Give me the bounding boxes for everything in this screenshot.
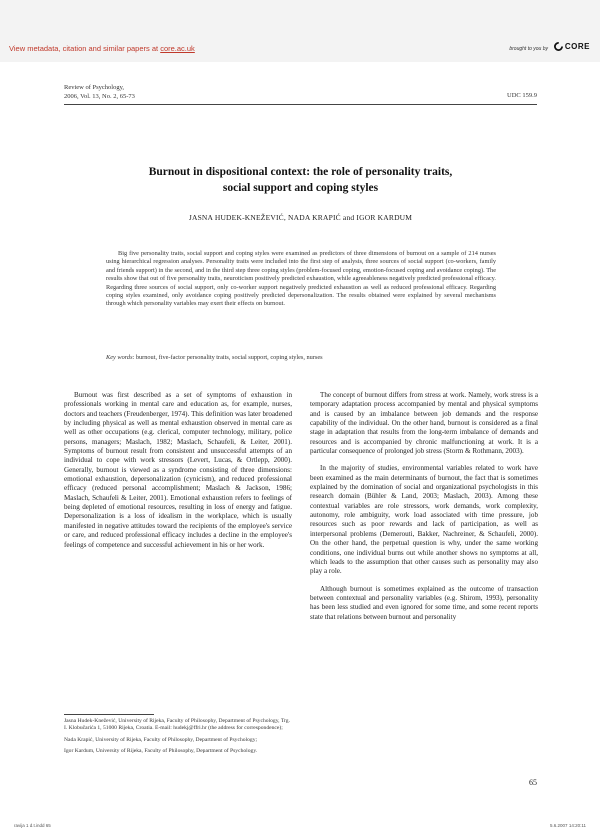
core-logo-icon [554, 42, 563, 51]
keywords [106, 354, 496, 362]
core-logo-text: CORE [564, 42, 590, 51]
footnote: Igor Kardum, University of Rijeka, Faculty of Philosophy, Department of Psychology. [64, 748, 258, 755]
body-paragraph: In the majority of studies, environmental variables related to work have been examined as the main determinants of burnout, the fact that is sometimes explained by the domination of social and organizational psychologists in this research domain (Bühler & Land, 2003; Maslach, 2003). Among these contextual variables are role stressors, work demands, work complexity, autonomy, role ambiguity, work load associated with time pressure, job resources such as poor rewards and lack of participation, as well as interpersonal problems (Demerouti, Bakker, Nachreiner, & Schaufeli, 2000). On the other hand, the perpetual question is why, under the same working conditions, one individual burns out while another shows no symptoms at all, which leads to the assumption that other causes such as personality may also play a role. [310, 464, 538, 576]
journal-name: Review of Psychology, [64, 84, 125, 91]
footnote: Nada Krapić, University of Rijeka, Faculty of Philosophy, Department of Psychology; [64, 736, 258, 743]
journal-citation [64, 83, 135, 101]
journal-volume: 2006, Vol. 13, No. 2, 65-73 [64, 93, 135, 100]
core-logo[interactable] [554, 42, 590, 51]
brought-by-text: brought to you by [509, 46, 548, 52]
keywords-label: Key words [106, 354, 133, 361]
body-column-right [310, 391, 538, 630]
footnote: Jasna Hudek-Knežević, University of Rijeka, Faculty of Philosophy, Department of Psychology, Trg. I. Klobučarića 1, 51000 Rijeka, Croatia. E-mail: hudekj@ffri.hr (the address for correspondence); [64, 718, 290, 732]
metadata-link-text: View metadata, citation and similar papers at [9, 44, 161, 53]
print-datetime-mark: 5.6.2007 14:20:11 [550, 823, 586, 828]
body-column-left [64, 391, 292, 558]
abstract: Big five personality traits, social support and coping styles were examined as predictors of three dimensions of burnout on a sample of 214 nurses using hierarchical regression analyses. Personality traits were included into the first step of analysis, three sources of social support (co-workers, family and friends support) in the second, and in the third step three coping styles (problem-focused coping, emotion-focused coping and avoidance coping). The results show that out of five personality traits, neuroticism positively predicted exhaustion, while agreeableness negatively predicted professional efficacy. Regarding three sources of social support, only co-worker support negatively predicted exhaustion as well as reduced professional efficacy. Regarding coping styles examined, only avoidance coping positively predicted depersonalization. The results obtained were explained by several mechanisms through which personality variables may exert their effects on burnout. [106, 250, 496, 308]
core-site-link[interactable]: core.ac.uk [160, 44, 195, 53]
header-rule [64, 104, 537, 105]
body-paragraph: The concept of burnout differs from stress at work. Namely, work stress is a temporary adaptation process accompanied by mental and physical symptoms and is caused by an imbalance between job demands and the response capability of the individual. On the other hand, burnout is considered as a final stage in adaptation that results from the long-term imbalance of demands and resources and is accompanied by chronic malfunctioning at work. It is a particular consequence of prolonged job stress (Storm & Rothmann, 2003). [310, 391, 538, 456]
article-authors: JASNA HUDEK-KNEŽEVIĆ, NADA KRAPIĆ and IGOR KARDUM [188, 213, 413, 222]
core-top-banner [0, 0, 600, 62]
article-title [64, 164, 537, 196]
author-footnotes [64, 718, 292, 760]
footnote-rule [64, 714, 154, 715]
print-file-mark: ravija 1 d.t.indd 65 [14, 823, 51, 828]
udc-code: UDC 159.9 [507, 92, 537, 99]
body-paragraph: Although burnout is sometimes explained as the outcome of transaction between contextual and personality variables (e.g. Shirom, 1993), personality has been less studied and even ignored for some time, and some recent reports state that relations between burnout and personality [310, 584, 538, 621]
body-paragraph: Burnout was first described as a set of symptoms of exhaustion in professionals working in mental care and education as, for example, nurses, doctors and teachers (Freudenberger, 1974). This definition was later broadened by including physical as well as mental exhaustion observed in mental care as well as other occupations (e.g. clerical, computer technology, military, police persons, managers; Maslach, 1982; Maslach, Schaufeli, & Leiter, 2001). Symptoms of burnout result from consistent and unsuccessful attempts of an individual to cope with work stressors (Levert, Lucas, & Ortlepp, 2000). Generally, burnout is viewed as a syndrome consisting of three dimensions: emotional exhaustion, depersonalization (cynicism), and reduced professional efficacy (reduced personal accomplishment; Maslach & Jackson, 1986; Maslach, Schaufeli & Leiter, 2001). Emotional exhaustion refers to feelings of being depleted of emotional resources, resulting in loss of energy and fatigue. Depersonalization is a loss of idealism in the workplace, which is usually manifested in negative attitudes toward the recipients of the employee's service or care, and reduced professional efficacy includes a decline in the employee's feelings of competence and successful achievement in his or her work. [64, 391, 292, 549]
metadata-link[interactable] [9, 44, 195, 53]
page-number: 65 [529, 778, 537, 787]
keywords-list: : burnout, five-factor personality traits, social support, coping styles, nurses [132, 354, 323, 361]
title-line-1: Burnout in dispositional context: the role of personality traits, [148, 166, 453, 178]
title-line-2: social support and coping styles [222, 182, 379, 194]
